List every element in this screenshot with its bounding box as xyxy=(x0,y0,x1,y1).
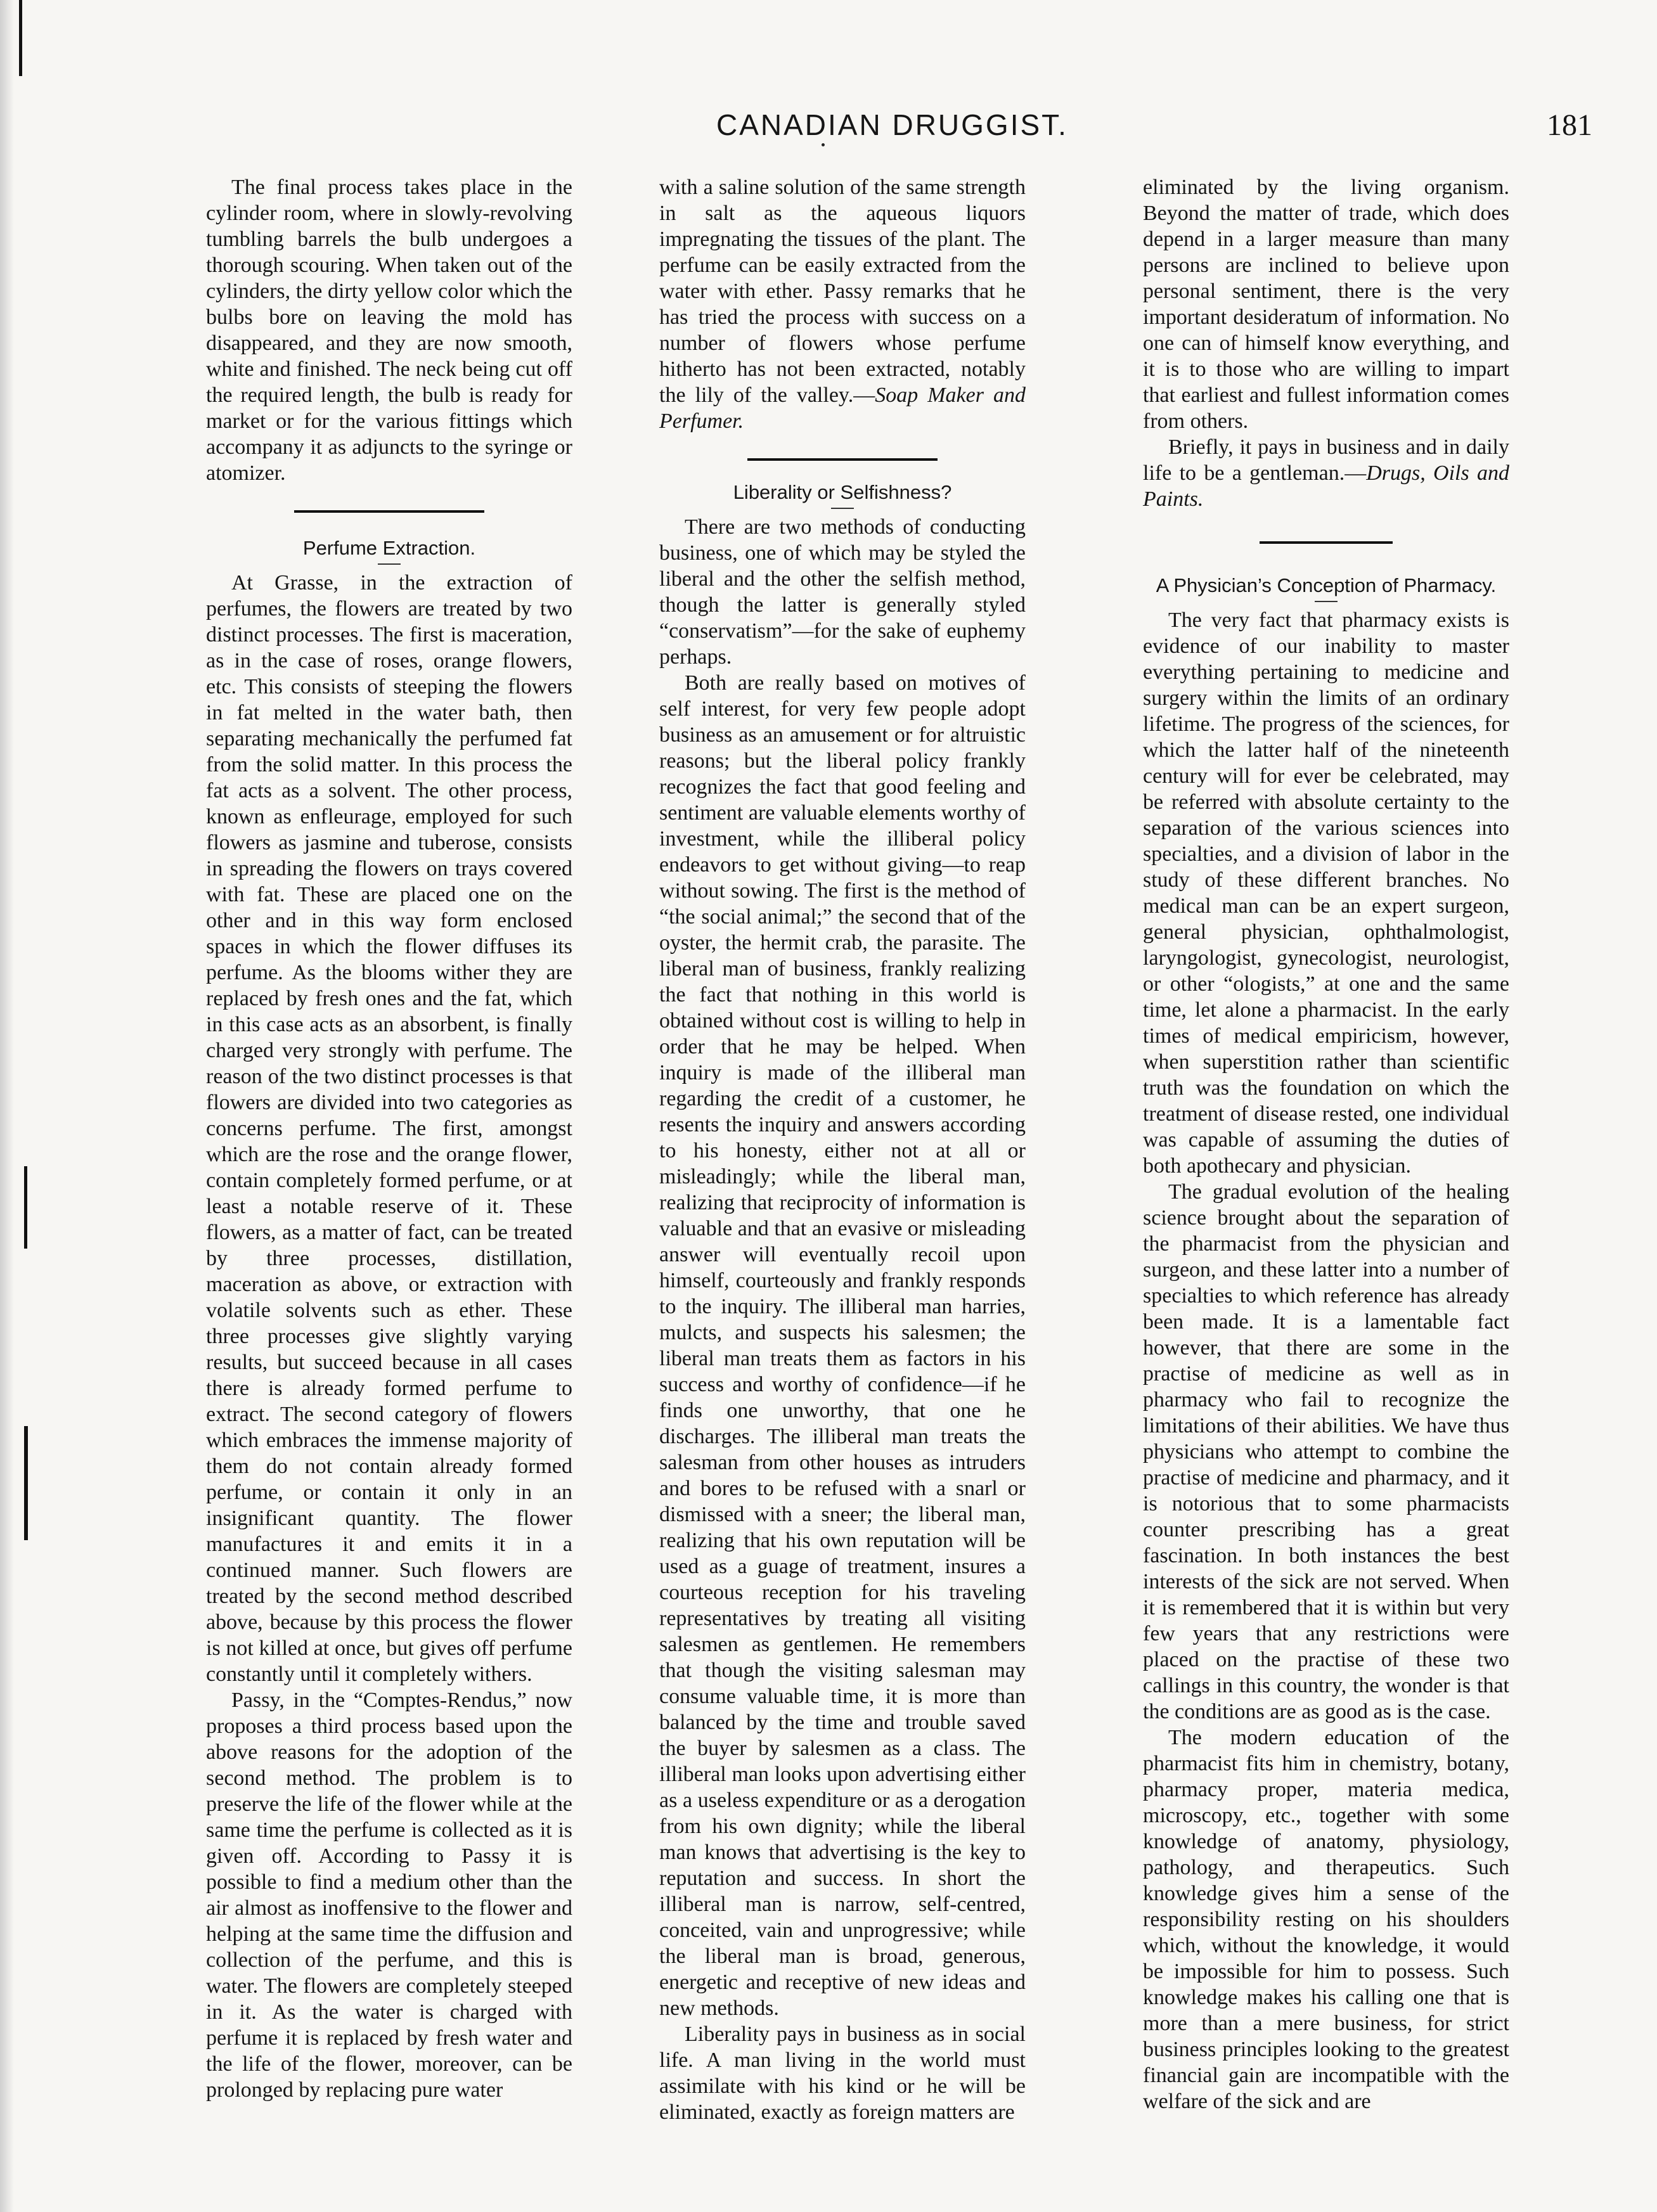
column-2 xyxy=(659,174,1026,2125)
column-3 xyxy=(1143,174,1509,2114)
heading-dash xyxy=(378,563,401,565)
heading-perfume-extraction: Perfume Extraction. xyxy=(302,537,476,559)
heading-liberality: Liberality or Selfishness? xyxy=(733,481,952,503)
liberality-paragraph-3: Liberality pays in business as in social life. A man living in the world must assimilate with his kind or he will be eliminated, exactly as foreign matters are xyxy=(659,2022,1026,2124)
heading-dash xyxy=(1315,601,1338,602)
perfume-paragraph-2: Passy, in the “Comptes-Rendus,” now proposes a third process based upon the above reasons for the adoption of the second method. The problem is to preserve the life of the flower while at the same time the perfume is collected as it is given off. According to Passy it is possible to find a medium other than the air almost as inoffensive to the flower and helping at the same time the diffusion and collection of the perfume, and this is water. The flowers are completely steeped in it. As the water is charged with perfume it is replaced by fresh water and the life of the flower, moreover, can be prolonged by replacing pure water xyxy=(206,1688,572,2102)
running-header: CANADIAN DRUGGIST. xyxy=(716,108,1068,141)
source-soap-maker: Soap Maker and Perfumer. xyxy=(659,383,1026,433)
heading-physician-conception: A Physician’s Conception of Pharmacy. xyxy=(1156,574,1497,596)
page-number: 181 xyxy=(1547,108,1592,142)
bulb-process-paragraph: The final process takes place in the cylinder room, where in slowly-revolving tumbling barrels the bulb undergoes a thorough scouring. When taken out of the cylinders, the dirty yellow color which the bulbs bore on leaving the mold has disappeared, and they are now smooth, white and finished. The neck being cut off the required length, the bulb is ready for market or for the various fittings which accompany it as adjuncts to the syringe or atomizer. xyxy=(206,176,572,485)
perfume-paragraph-1: At Grasse, in the extraction of perfumes, the flowers are treated by two distinct processes. The first is maceration, as in the case of roses, orange flowers, etc. This consists of steeping the flowers in fat melted in the water bath, then separating mechanically the perfumed fat from the solid matter. In this process the fat acts as a solvent. The other process, known as enfleurage, employed for such flowers as jasmine and tuberose, consists in spreading the flowers on trays covered with fat. These are placed one on the other and in this way form enclosed spaces in which the flower diffuses its perfume. As the blooms wither they are replaced by fresh ones and the fat, which in this case acts as an absorbent, is finally charged very strongly with perfume. The reason of the two distinct processes is that flowers are divided into two categories as concerns perfume. The first, amongst which are the rose and the orange flower, contain completely formed perfume, or at least a notable reserve of it. These flowers, as a matter of fact, can be treated by three processes, distillation, maceration as above, or extraction with volatile solvents such as ether. These three processes give slightly varying results, but succeed because in all cases there is already formed perfume to extract. The second category of flowers which embraces the immense majority of them do not contain already formed perfume, or contain it only in an insignificant quantity. The flower manufactures it and emits it in a continued manner. Such flowers are treated by the second method described above, because by this process the flower is not killed at once, but gives off perfume constantly until it completely withers. xyxy=(206,571,572,1686)
physician-paragraph-3: The modern education of the pharmacist fits him in chemistry, botany, pharmacy proper, materia medica, microscopy, etc., together with some knowledge of anatomy, physiology, pathology, and therapeutics. Such knowledge gives him a sense of the responsibility resting on his shoulders which, without the knowledge, it would be impossible for him to possess. Such knowledge makes his calling one that is more than a mere business, for strict business principles looking to the greatest financial gain are incompatible with the welfare of the sick and are xyxy=(1143,1726,1509,2113)
physician-paragraph-2: The gradual evolution of the healing science brought about the separation of the pharmacist from the physician and surgeon, and these latter into a number of specialties to which reference has already been made. It is a lamentable fact however, that there are some in the practise of medicine as well as in pharmacy who fail to recognize the limitations of their abilities. We have thus physicians who attempt to combine the practise of medicine and pharmacy, and it is notorious that to some pharmacists counter prescribing has a great fascination. In both instances the best interests of the sick are not served. When it is remembered that it is within but very few years that any restrictions were placed on the practise of these two callings in this country, the wonder is that the conditions are as good as is the case. xyxy=(1143,1180,1509,1723)
source-drugs-oils-paints: Drugs, Oils and Paints. xyxy=(1143,461,1509,511)
gentleman-paragraph: Briefly, it pays in business and in daily life to be a gentleman.—Drugs, Oils and Paints. xyxy=(1143,435,1509,511)
edge-mark-lower xyxy=(24,1426,28,1540)
column-1 xyxy=(206,174,572,2103)
edge-mark-top xyxy=(19,0,22,76)
liberality-paragraph-2: Both are really based on motives of self interest, for very few people adopt business as an amusement or for altruistic reasons; but the liberal policy frankly recognizes the fact that good feeling and sentiment are valuable elements worthy of investment, while the illiberal policy endeavors to get without giving—to reap without sowing. The first is the method of “the social animal;” the second that of the oyster, the hermit crab, the parasite. The liberal man of business, frankly realizing the fact that nothing in this world is obtained without cost is willing to help in order that he may be helped. When inquiry is made of the illiberal man regarding the credit of a customer, he resents the inquiry and answers according to his honesty, either not at all or misleadingly; while the liberal man, realizing that reciprocity of information is valuable and that an evasive or misleading answer will eventually recoil upon himself, courteously and frankly responds to the inquiry. The illiberal man harries, mulcts, and suspects his salesmen; the liberal man treats them as factors in his success and worthy of confidence—if he finds one unworthy, that one he discharges. The illiberal man treats the salesman from other houses as intruders and bores to be refused with a snarl or dismissed with a sneer; the liberal man, realizing that his own reputation will be used as a guage of treatment, insures a courteous reception for his traveling representatives by treating all visiting salesmen as gentlemen. He remembers that though the visiting salesman may consume valuable time, it is more than balanced by the time and trouble saved the buyer by salesmen as a class. The illiberal man looks upon advertising either as a useless expenditure or as a derogation from his own dignity; while the liberal man knows that advertising is the key to reputation and success. In short the illiberal man is narrow, self-centred, conceited, vain and unprogressive; while the liberal man is broad, generous, energetic and receptive of new ideas and new methods. xyxy=(659,671,1026,2020)
header-dot xyxy=(822,143,825,146)
liberality-paragraph-1: There are two methods of conducting business, one of which may be styled the liberal and the other the selfish method, though the latter is generally styled “conservatism”—for the sake of euphemy perhaps. xyxy=(659,515,1026,669)
edge-mark-mid xyxy=(24,1166,27,1249)
physician-paragraph-1: The very fact that pharmacy exists is evidence of our inability to master everything pertaining to medicine and surgery within the limits of an ordinary lifetime. The progress of the sciences, for which the latter half of the nineteenth century will for ever be celebrated, may be referred with absolute certainty to the separation of the various sciences into specialties, and a division of labor in the study of these different branches. No medical man can be an expert surgeon, general physician, ophthalmologist, laryngologist, gynecologist, neurologist, or other “ologists,” at one and the same time, let alone a pharmacist. In the early times of medical empiricism, however, when superstition rather than scientific truth was the foundation on which the treatment of disease rested, one individual was capable of assuming the duties of both apothecary and physician. xyxy=(1143,608,1509,1178)
liberality-continuation-paragraph: eliminated by the living organism. Beyond the matter of trade, which does depend in a larger measure than many persons are inclined to believe upon personal sentiment, there is the very important desideratum of information. No one can of himself know everything, and it is to those who are willing to impart that earliest and fullest information comes from others. xyxy=(1143,176,1509,433)
heading-dash xyxy=(831,508,854,509)
perfume-continuation-paragraph: with a saline solution of the same strength in salt as the aqueous liquors impregnating the tissues of the plant. The perfume can be easily extracted from the water with ether. Passy remarks that he has tried the process with success on a number of flowers whose perfume hitherto has not been extracted, notably the lily of the valley.—Soap Maker and Perfumer. xyxy=(659,176,1026,433)
scan-edge xyxy=(0,0,14,2212)
